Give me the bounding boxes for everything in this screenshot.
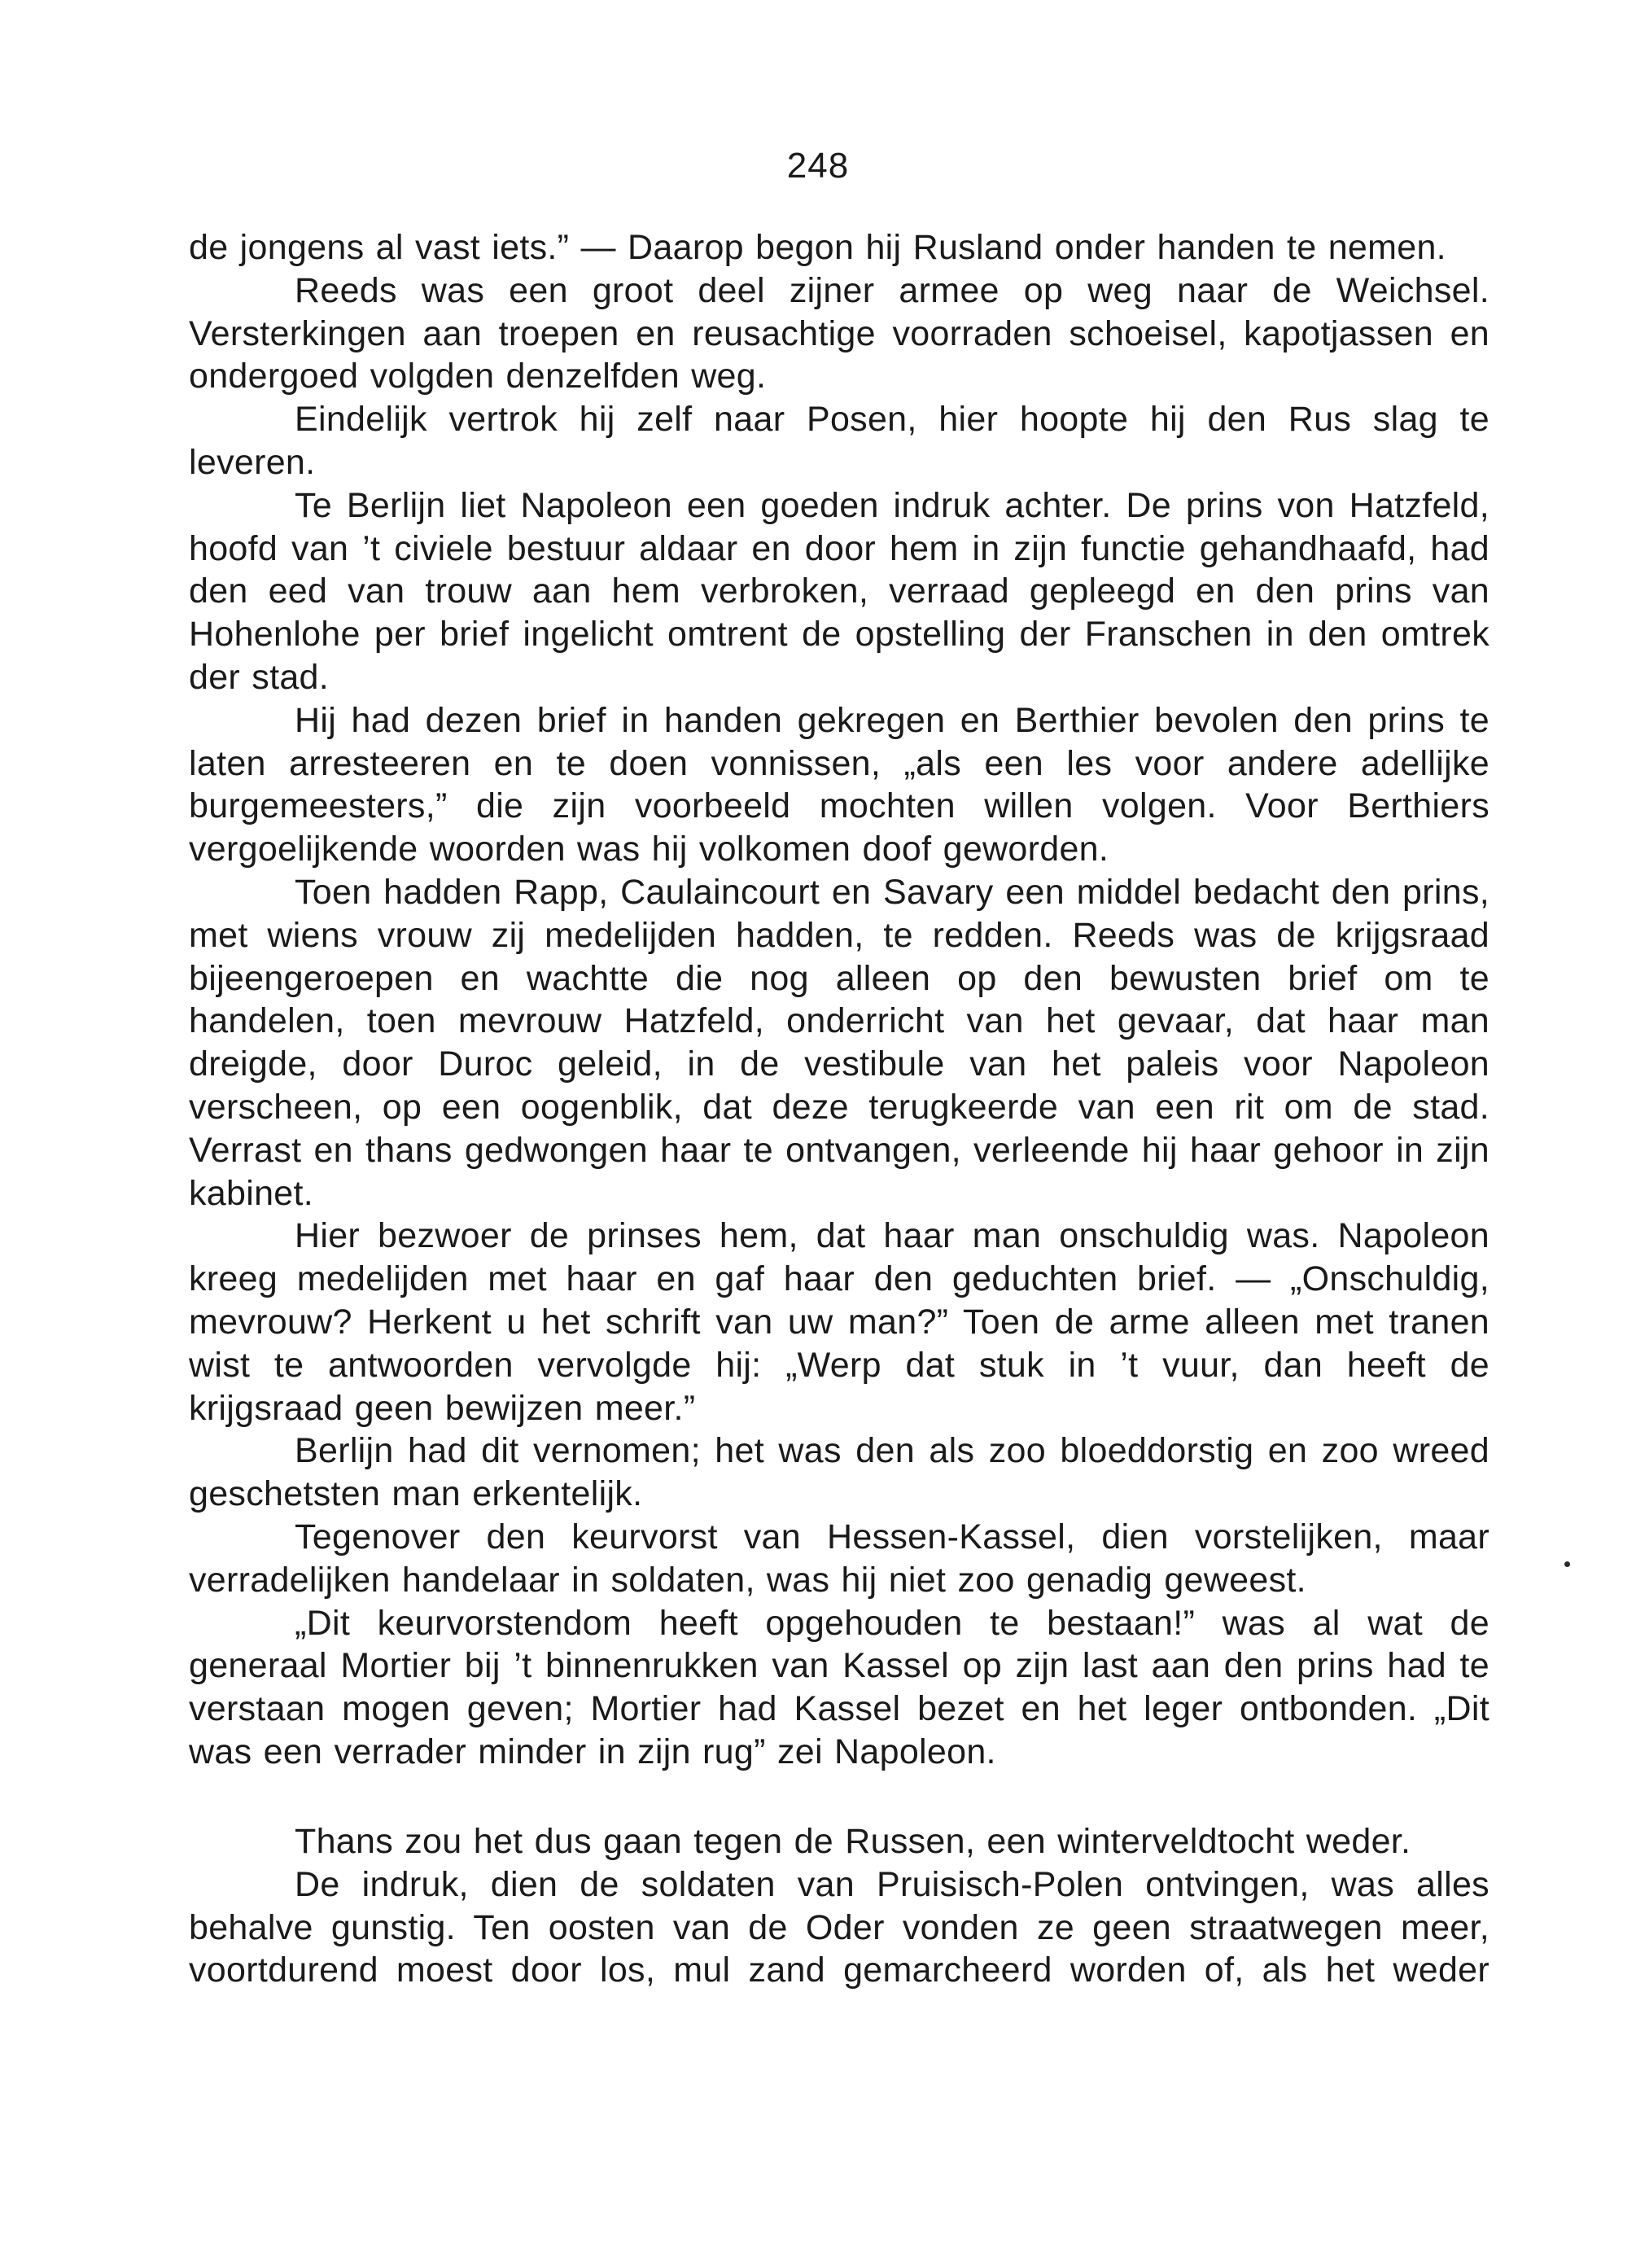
page-number: 248 — [786, 146, 850, 186]
paragraph: Eindelijk vertrok hij zelf naar Posen, hier hoopte hij den Rus slag te leveren. — [189, 400, 1489, 482]
paragraph: Tegenover den keurvorst van Hessen-Kassel, dien vorstelijken, maar verradelijken handelaar in soldaten, was hij niet zoo genadig geweest. — [189, 1517, 1489, 1600]
text-block-top — [189, 226, 1489, 1774]
paragraph: Reeds was een groot deel zijner armee op weg naar de Weichsel. Versterkingen aan troepen en reusachtige voorraden schoeisel, kapotjassen en ondergoed volgden denzelfden weg. — [189, 270, 1489, 396]
ink-speck — [1564, 1561, 1570, 1567]
paragraph: Toen hadden Rapp, Caulaincourt en Savary een middel bedacht den prins, met wiens vrouw zij medelijden hadden, te redden. Reeds was de krijgsraad bijeengeroepen en wachtte die nog alleen op den bewusten brief om te handelen, toen mevrouw Hatzfeld, onderricht van het gevaar, dat haar man dreigde, door Duroc geleid, in de vestibule van het paleis voor Napoleon verscheen, op een oogenblik, dat deze terugkeerde van een rit om de stad. Verrast en thans gedwongen haar te ontvangen, verleende hij haar gehoor in zijn kabinet. — [189, 872, 1489, 1213]
paragraph: Berlijn had dit vernomen; het was den als zoo bloeddorstig en zoo wreed geschetsten man erkentelijk. — [189, 1431, 1489, 1514]
paragraph: Hier bezwoer de prinses hem, dat haar man onschuldig was. Napoleon kreeg medelijden met haar en gaf haar den geduchten brief. — „Onschuldig, mevrouw? Herkent u het schrift van uw man?” Toen de arme alleen met tranen wist te antwoorden vervolgde hij: „Werp dat stuk in ’t vuur, dan heeft de krijgsraad geen bewijzen meer.” — [189, 1216, 1489, 1428]
text-block-bottom — [189, 1820, 1489, 1992]
paragraph: Hij had dezen brief in handen gekregen en Berthier bevolen den prins te laten arresteeren en te doen vonnissen, „als een les voor andere adellijke burgemeesters,” die zijn voorbeeld mochten willen volgen. Voor Berthiers vergoelijkende woorden was hij volkomen doof geworden. — [189, 700, 1489, 869]
paragraph: Thans zou het dus gaan tegen de Russen, een winterveldtocht weder. — [295, 1822, 1411, 1861]
paragraph: Te Berlijn liet Napoleon een goeden indruk achter. De prins von Hatzfeld, hoofd van ’t civiele bestuur aldaar en door hem in zijn functie gehandhaafd, had den eed van trouw aan hem verbroken, verraad gepleegd en den prins van Hohenlohe per brief ingelicht omtrent de opstelling der Franschen in den omtrek der stad. — [189, 485, 1489, 697]
paragraph: de jongens al vast iets.” — Daarop begon hij Rusland onder handen te nemen. — [189, 228, 1446, 267]
paragraph: De indruk, dien de soldaten van Pruisisch-Polen ontvingen, was alles behalve gunstig. Ten oosten van de Oder vonden ze geen straatwegen meer, voortdurend moest door los, mul zand gemarcheerd worden of, als het weder — [189, 1864, 1489, 1990]
paragraph: „Dit keurvorstendom heeft opgehouden te bestaan!” was al wat de generaal Mortier bij ’t binnenrukken van Kassel op zijn last aan den prins had te verstaan mogen geven; Mortier had Kassel bezet en het leger ontbonden. „Dit was een verrader minder in zijn rug” zei Napoleon. — [189, 1603, 1489, 1771]
